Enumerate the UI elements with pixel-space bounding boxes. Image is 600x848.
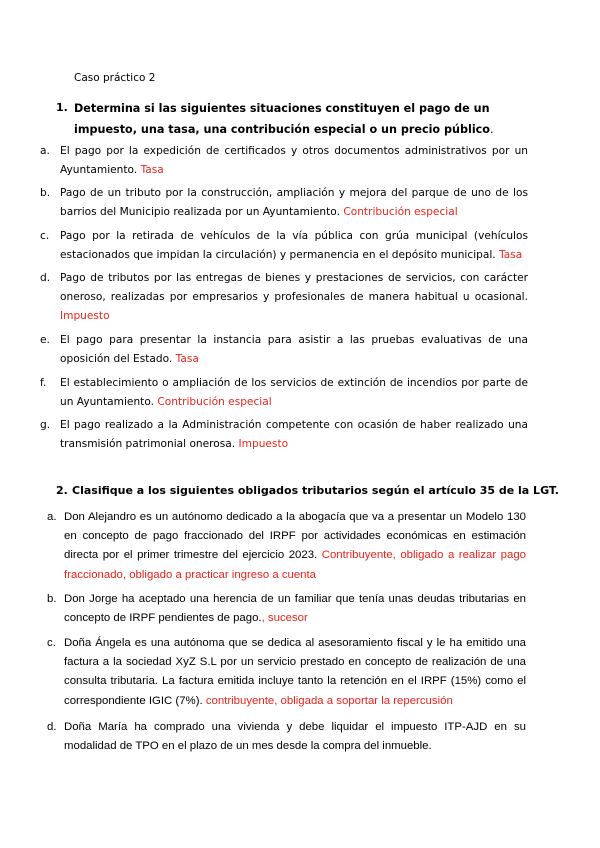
question-1-text: Determina si las siguientes situaciones constituyen el pago de un impuesto, una tasa, una contribución especial o un precio público. bbox=[74, 102, 494, 136]
answer: Tasa bbox=[175, 353, 199, 365]
answer: , sucesor bbox=[261, 612, 308, 625]
answer: Contribuyente, obligado a realizar pago fraccionado, obligado a practicar ingreso a cuenta bbox=[64, 549, 527, 581]
question-1-number: 1. bbox=[56, 101, 68, 114]
answer: Impuesto bbox=[238, 438, 289, 450]
answer: Impuesto bbox=[60, 310, 110, 322]
document-heading: Caso práctico 2 bbox=[74, 72, 156, 84]
document-page: Caso práctico 2 1. Determina si las siguientes situaciones constituyen el pago de un impuesto, una tasa, una contribución especial o un precio público. a. El pago por la expedición de certificados y otros documentos administrativos por un Ayuntamiento. Tasa b. Pago de un tributo por la construcción, ampliación y mejora del parque de uno de los barrios del Municipio realizada por un Ayuntamiento. Contribución especial c. Pago por la retirada de vehículos de la vía pública con grúa municipal (vehículos estacionados que impidan la circulación) y permanencia en el depósito municipal. Tasa d. Pago de tributos por las entregas de bienes y prestaciones de servicios, con carácter oneroso, realizadas por empresarios y profesionales de manera habitual u ocasional. Impuesto e. El pago para presentar la instancia para asistir a las pruebas evaluativas de una oposición del Estado. Tasa f. El establecimiento o ampliación de los servicios de extinción de incendios por parte de un Ayuntamiento. Contribución especial g. El pago realizado a la Administración competente con ocasión de haber realizado una transmisión patrimonial onerosa. Impuesto 2. Clasifique a los siguientes obligados tributarios según el artículo 35 de la LGT. a. Don Alejandro es un autónomo dedicado a la abogacía que va a presentar un Modelo 130 en concepto de pago fraccionado del IRPF por actividades económicas en estimación directa por el primer trimestre del ejercicio 2023. Contribuyente, obligado a realizar pago fraccionado, obligado a practicar ingreso a cuenta b. Don Jorge ha aceptado una herencia de un familiar que tenía unas deudas tributarias en concepto de IRPF pendientes de pago., sucesor c. Doña Ángela es una autónoma que se dedica al asesoramiento fiscal y le ha emitido una factura a la sociedad XyZ S.L por un servicio prestado en concepto de realización de una consulta tributaria. La factura emitida incluye tanto la retención en el IRPF (15%) como el correspondiente IGIC (7%). contribuyente, obligada a soportar la repercusión d. Doña María ha comprado una vivienda y debe liquidar el impuesto ITP-AJD en su modalidad de TPO en el plazo de un mes desde la compra del inmueble. bbox=[40, 72, 559, 753]
answer: Tasa bbox=[140, 164, 164, 176]
answer: Contribución especial bbox=[157, 396, 272, 408]
answer: contribuyente, obligada a soportar la repercusión bbox=[205, 694, 453, 707]
answer: Contribución especial bbox=[343, 206, 458, 218]
question-2: 2. Clasifique a los siguientes obligados tributarios según el artículo 35 de la LGT. bbox=[56, 484, 559, 497]
answer: Tasa bbox=[499, 249, 523, 261]
